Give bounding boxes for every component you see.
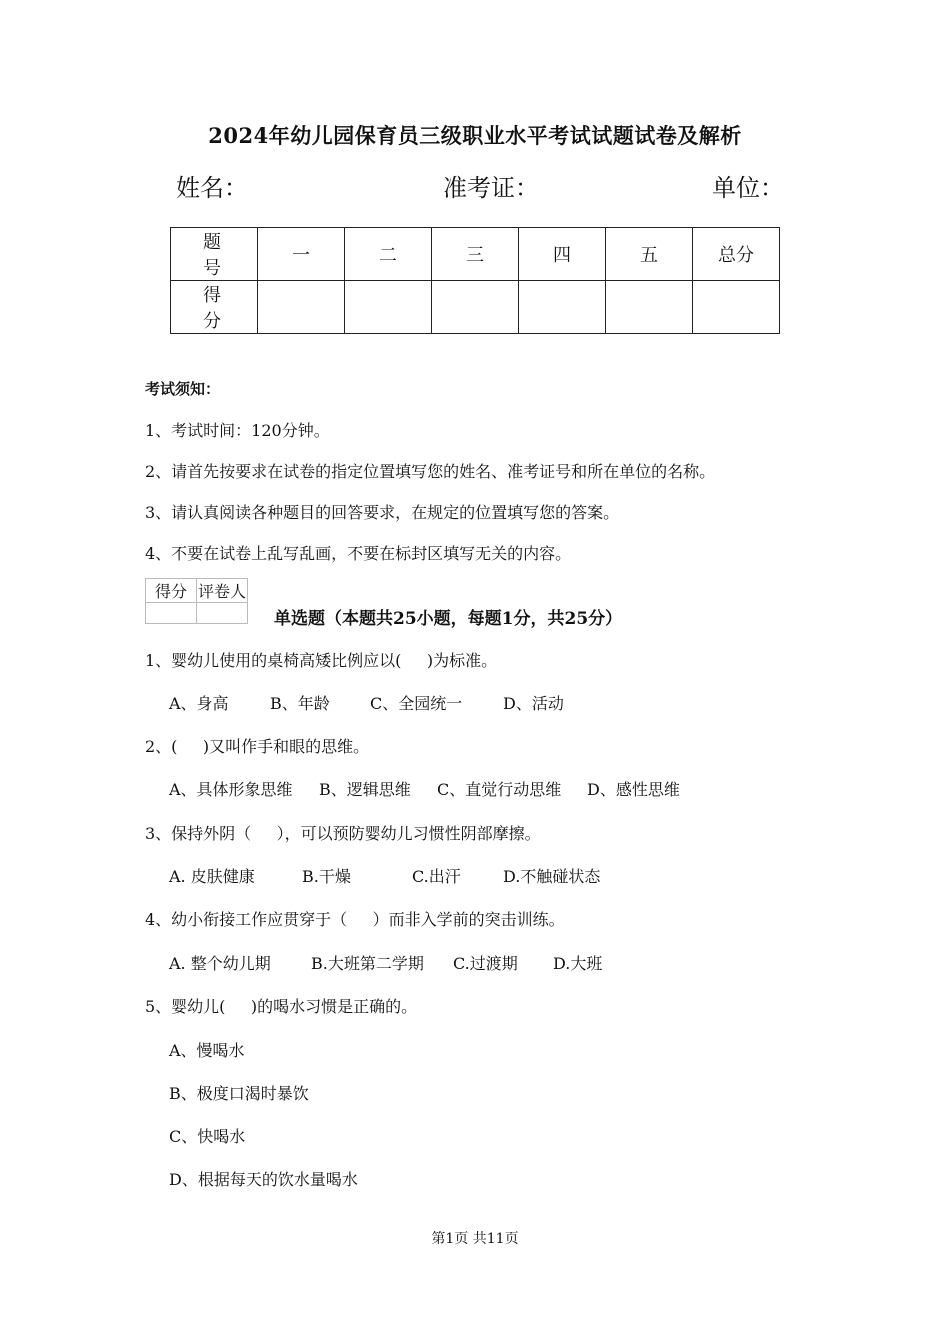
q5-option-a[interactable]: A、慢喝水	[169, 1041, 245, 1060]
grader-reviewer-label: 评卷人	[197, 579, 248, 603]
q2-option-b[interactable]: B、逻辑思维	[319, 780, 411, 799]
exam-id-label: 准考证：	[443, 174, 539, 202]
grader-box	[145, 578, 248, 624]
grader-score-label: 得分	[146, 579, 197, 603]
score-table-col-total: 总分	[693, 228, 780, 281]
score-cell-total[interactable]	[693, 281, 780, 334]
document-title: 2024年幼儿园保育员三级职业水平考试试题试卷及解析	[208, 123, 742, 148]
notice-item: 1、考试时间：120分钟。	[145, 421, 330, 440]
q2-option-c[interactable]: C、直觉行动思维	[437, 780, 562, 799]
score-table-header-row	[171, 228, 780, 281]
score-table-col-4: 四	[519, 228, 606, 281]
grader-reviewer-cell[interactable]	[197, 603, 248, 624]
q1-option-a[interactable]: A、身高	[169, 694, 229, 713]
q3-option-a[interactable]: A. 皮肤健康	[169, 867, 255, 886]
score-table-col-2: 二	[345, 228, 432, 281]
score-cell-3[interactable]	[432, 281, 519, 334]
question-3: 3、保持外阴（ ），可以预防婴幼儿习惯性阴部摩擦。	[145, 824, 541, 843]
notice-item: 3、请认真阅读各种题目的回答要求，在规定的位置填写您的答案。	[145, 503, 620, 522]
notice-item: 2、请首先按要求在试卷的指定位置填写您的姓名、准考证号和所在单位的名称。	[145, 462, 716, 481]
q1-option-d[interactable]: D、活动	[503, 694, 564, 713]
q2-option-d[interactable]: D、感性思维	[587, 780, 680, 799]
q3-option-b[interactable]: B.干燥	[302, 867, 351, 886]
q5-option-b[interactable]: B、极度口渴时暴饮	[169, 1084, 309, 1103]
score-cell-2[interactable]	[345, 281, 432, 334]
notice-heading: 考试须知：	[145, 380, 221, 398]
q4-option-c[interactable]: C.过渡期	[453, 954, 518, 973]
q1-option-b[interactable]: B、年龄	[270, 694, 330, 713]
score-table-header-label: 题 号	[171, 228, 258, 281]
q2-option-a[interactable]: A、具体形象思维	[169, 780, 293, 799]
score-cell-5[interactable]	[606, 281, 693, 334]
question-2: 2、( )又叫作手和眼的思维。	[145, 737, 370, 756]
q4-option-b[interactable]: B.大班第二学期	[311, 954, 424, 973]
q4-option-a[interactable]: A. 整个幼儿期	[169, 954, 271, 973]
section-title: 单选题（本题共25小题，每题1分，共25分）	[274, 609, 623, 629]
score-table	[170, 227, 780, 334]
score-table-col-3: 三	[432, 228, 519, 281]
q3-option-d[interactable]: D.不触碰状态	[503, 867, 601, 886]
q5-option-d[interactable]: D、根据每天的饮水量喝水	[169, 1170, 358, 1189]
q3-option-c[interactable]: C.出汗	[412, 867, 461, 886]
score-table-col-1: 一	[258, 228, 345, 281]
notice-item: 4、不要在试卷上乱写乱画，不要在标封区填写无关的内容。	[145, 544, 572, 563]
score-table-col-5: 五	[606, 228, 693, 281]
score-table-score-label: 得 分	[171, 281, 258, 334]
question-5: 5、婴幼儿( )的喝水习惯是正确的。	[145, 997, 418, 1016]
page-footer: 第1页 共11页	[431, 1231, 519, 1247]
q4-option-d[interactable]: D.大班	[553, 954, 603, 973]
q1-option-c[interactable]: C、全园统一	[370, 694, 463, 713]
question-1: 1、婴幼儿使用的桌椅高矮比例应以( )为标准。	[145, 651, 498, 670]
unit-label: 单位：	[712, 174, 784, 202]
score-cell-1[interactable]	[258, 281, 345, 334]
q5-option-c[interactable]: C、快喝水	[169, 1127, 246, 1146]
question-4: 4、幼小衔接工作应贯穿于（ ）而非入学前的突击训练。	[145, 910, 565, 929]
score-cell-4[interactable]	[519, 281, 606, 334]
score-table-score-row	[171, 281, 780, 334]
name-label: 姓名：	[176, 174, 248, 202]
grader-score-cell[interactable]	[146, 603, 197, 624]
